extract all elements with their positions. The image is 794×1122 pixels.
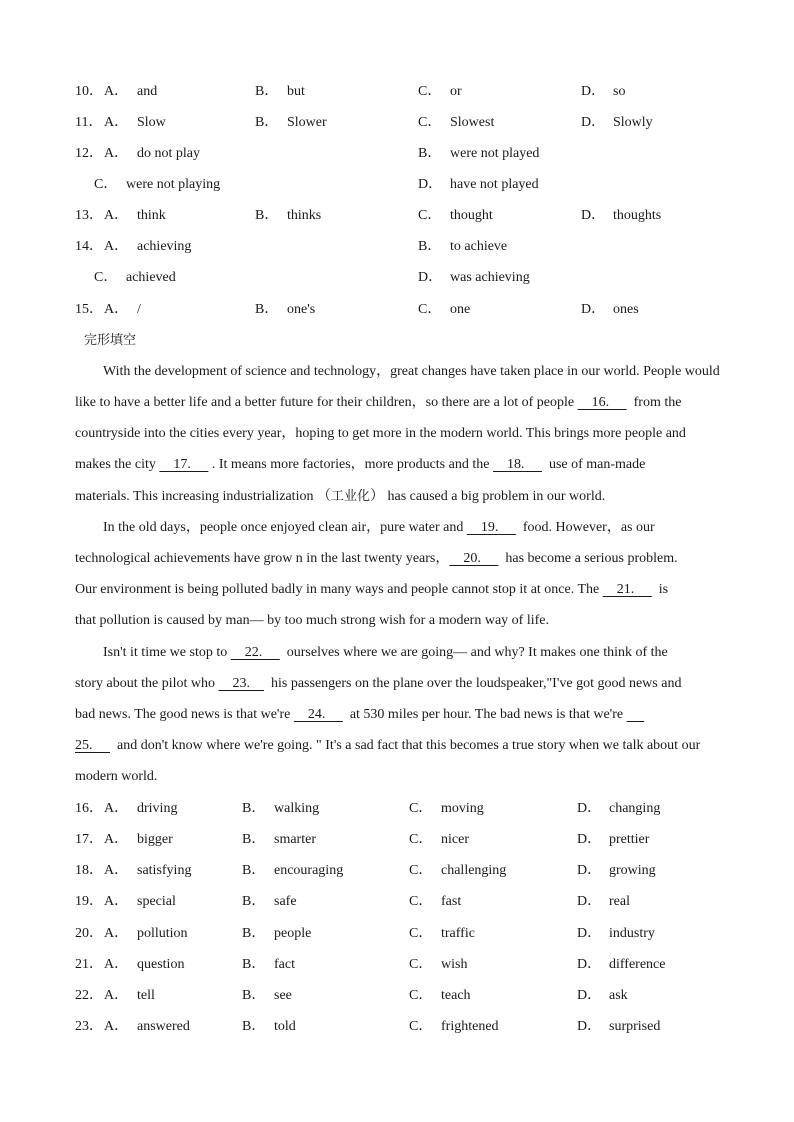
- question-number: 10．: [75, 84, 103, 99]
- option-label-c: C．: [94, 270, 118, 285]
- option-a-text: Slow: [137, 115, 166, 130]
- option-a-text: tell: [137, 988, 155, 1003]
- option-label-a: A．: [104, 146, 129, 161]
- option-c-text: thought: [450, 208, 493, 223]
- passage-text: ） has caused a big problem in our world.: [369, 489, 606, 504]
- option-c-text: moving: [441, 801, 484, 816]
- passage-text: story about the pilot who: [75, 676, 219, 691]
- option-label-d: D．: [577, 926, 602, 941]
- option-label-b: B．: [255, 84, 279, 99]
- option-d-text: prettier: [609, 832, 650, 847]
- option-c-text: were not playing: [126, 177, 221, 192]
- question-number: 14．: [75, 239, 103, 254]
- passage-text: at 530 miles per hour. The bad news is that we're: [342, 707, 627, 722]
- option-label-b: B．: [418, 239, 442, 254]
- question-row: [0, 206, 794, 226]
- option-a-text: /: [137, 302, 141, 317]
- passage-text: modern world.: [75, 769, 158, 784]
- passage-line: [0, 674, 794, 694]
- passage-text: makes the city: [75, 457, 160, 472]
- option-c-text: achieved: [126, 270, 176, 285]
- passage-text: ourselves where we are going— and why? It makes one think of the: [279, 645, 668, 660]
- option-c-text: one: [450, 302, 471, 317]
- option-label-c: C．: [409, 832, 433, 847]
- question-number: 16．: [75, 801, 103, 816]
- option-label-b: B．: [242, 957, 266, 972]
- passage-text: like to have a better life and a better future for their children，so there are a lot of people: [75, 395, 578, 410]
- option-a-text: do not play: [137, 146, 200, 161]
- option-b-text: people: [274, 926, 312, 941]
- option-c-text: challenging: [441, 863, 507, 878]
- option-c-text: wish: [441, 957, 468, 972]
- option-label-c: C．: [409, 1019, 433, 1034]
- passage-line: [0, 705, 794, 725]
- option-a-text: answered: [137, 1019, 190, 1034]
- option-label-c: C．: [409, 926, 433, 941]
- question-row: [0, 237, 794, 257]
- option-d-text: ask: [609, 988, 628, 1003]
- passage-text: has become a serious problem.: [498, 551, 678, 566]
- option-label-c: C．: [409, 801, 433, 816]
- option-d-text: thoughts: [613, 208, 662, 223]
- passage-text: technological achievements have grow n in the last twenty years，: [75, 551, 450, 566]
- question-row: [0, 82, 794, 102]
- passage-text: countryside into the cities every year，hoping to get more in the modern world. This brings more people and: [75, 426, 686, 441]
- blank-18: 18.: [492, 457, 542, 472]
- passage-line: [0, 767, 794, 787]
- option-label-b: B．: [255, 208, 279, 223]
- question-row: [0, 861, 794, 881]
- option-label-a: A．: [104, 115, 129, 130]
- passage-cjk-term: 工业化: [330, 489, 370, 504]
- option-label-d: D．: [577, 957, 602, 972]
- option-label-c: C．: [418, 115, 442, 130]
- passage-line: [0, 424, 794, 444]
- passage-text: materials. This increasing industrialization （: [75, 489, 331, 504]
- question-number: 11．: [75, 115, 103, 130]
- question-number: 23．: [75, 1019, 103, 1034]
- passage-text: bad news. The good news is that we're: [75, 707, 294, 722]
- option-label-d: D．: [577, 988, 602, 1003]
- option-label-a: A．: [104, 832, 129, 847]
- question-row: [0, 892, 794, 912]
- question-number: 18．: [75, 863, 103, 878]
- blank-16: 16.: [577, 395, 627, 410]
- option-label-a: A．: [104, 957, 129, 972]
- option-label-d: D．: [418, 270, 443, 285]
- passage-text: from the: [626, 395, 682, 410]
- passage-line: [0, 455, 794, 475]
- option-c-text: traffic: [441, 926, 475, 941]
- passage-text: use of man-made: [541, 457, 646, 472]
- option-b-text: thinks: [287, 208, 322, 223]
- option-label-a: A．: [104, 1019, 129, 1034]
- question-row: [0, 144, 794, 164]
- option-label-d: D．: [581, 84, 606, 99]
- option-d-text: so: [613, 84, 626, 99]
- option-label-a: A．: [104, 84, 129, 99]
- option-d-text: was achieving: [450, 270, 530, 285]
- question-number: 19．: [75, 894, 103, 909]
- passage-text: and don't know where we're going. " It's a sad fact that this becomes a true story when we talk about our: [110, 738, 701, 753]
- option-label-c: C．: [409, 988, 433, 1003]
- passage-text: Our environment is being polluted badly in many ways and people cannot stop it at once. The: [75, 582, 603, 597]
- option-d-text: real: [609, 894, 630, 909]
- option-c-text: fast: [441, 894, 462, 909]
- option-b-text: see: [274, 988, 292, 1003]
- option-label-b: B．: [242, 894, 266, 909]
- option-d-text: Slowly: [613, 115, 653, 130]
- option-label-b: B．: [242, 801, 266, 816]
- option-b-text: safe: [274, 894, 297, 909]
- question-row: [0, 799, 794, 819]
- option-label-a: A．: [104, 208, 129, 223]
- blank-17: 17.: [159, 457, 209, 472]
- option-d-text: growing: [609, 863, 656, 878]
- blank-25: 25.: [75, 738, 110, 753]
- question-row: [0, 924, 794, 944]
- question-row: [0, 175, 794, 195]
- option-label-c: C．: [418, 84, 442, 99]
- passage-line: [0, 518, 794, 538]
- passage-line: [0, 362, 794, 382]
- passage-text: . It means more factories，more products and the: [208, 457, 493, 472]
- passage-text: his passengers on the plane over the loudspeaker,"I've got good news and: [264, 676, 682, 691]
- question-row: [0, 830, 794, 850]
- question-row: [0, 955, 794, 975]
- option-a-text: and: [137, 84, 158, 99]
- passage-text: that pollution is caused by man— by too much strong wish for a modern way of life.: [75, 613, 549, 628]
- option-b-text: but: [287, 84, 305, 99]
- passage-line: [0, 643, 794, 663]
- question-row: [0, 113, 794, 133]
- option-label-a: A．: [104, 988, 129, 1003]
- option-label-a: A．: [104, 302, 129, 317]
- question-row: [0, 986, 794, 1006]
- option-label-b: B．: [418, 146, 442, 161]
- option-c-text: or: [450, 84, 462, 99]
- passage-line: [0, 736, 794, 756]
- section-title: 完形填空: [84, 333, 137, 348]
- question-row: [0, 1017, 794, 1037]
- question-number: 15．: [75, 302, 103, 317]
- passage-text: Isn't it time we stop to: [103, 645, 231, 660]
- section-heading: [0, 331, 794, 351]
- option-label-d: D．: [577, 894, 602, 909]
- option-label-a: A．: [104, 801, 129, 816]
- option-d-text: difference: [609, 957, 666, 972]
- option-label-b: B．: [242, 863, 266, 878]
- option-label-d: D．: [418, 177, 443, 192]
- option-b-text: Slower: [287, 115, 327, 130]
- option-d-text: ones: [613, 302, 639, 317]
- option-d-text: have not played: [450, 177, 539, 192]
- option-a-text: question: [137, 957, 185, 972]
- option-a-text: think: [137, 208, 166, 223]
- question-number: 20．: [75, 926, 103, 941]
- option-c-text: nicer: [441, 832, 469, 847]
- option-a-text: satisfying: [137, 863, 192, 878]
- option-b-text: smarter: [274, 832, 316, 847]
- passage-text: With the development of science and technology，great changes have taken place in our world. People would: [103, 364, 720, 379]
- option-label-a: A．: [104, 863, 129, 878]
- option-a-text: pollution: [137, 926, 188, 941]
- passage-line: [0, 393, 794, 413]
- option-a-text: driving: [137, 801, 178, 816]
- question-row: [0, 300, 794, 320]
- option-label-d: D．: [581, 208, 606, 223]
- option-c-text: teach: [441, 988, 471, 1003]
- question-number: 13．: [75, 208, 103, 223]
- question-number: 12．: [75, 146, 103, 161]
- question-number: 17．: [75, 832, 103, 847]
- blank-25-start: [627, 707, 645, 722]
- option-label-b: B．: [255, 115, 279, 130]
- passage-line: [0, 580, 794, 600]
- option-a-text: special: [137, 894, 176, 909]
- question-row: [0, 268, 794, 288]
- option-b-text: were not played: [450, 146, 540, 161]
- option-label-c: C．: [418, 302, 442, 317]
- option-label-d: D．: [577, 863, 602, 878]
- blank-19: 19.: [466, 520, 516, 535]
- option-b-text: one's: [287, 302, 316, 317]
- passage-text: In the old days，people once enjoyed clean air，pure water and: [103, 520, 467, 535]
- option-d-text: surprised: [609, 1019, 661, 1034]
- option-b-text: fact: [274, 957, 295, 972]
- blank-21: 21.: [602, 582, 652, 597]
- option-label-b: B．: [242, 1019, 266, 1034]
- option-label-d: D．: [577, 801, 602, 816]
- question-number: 22．: [75, 988, 103, 1003]
- option-label-a: A．: [104, 926, 129, 941]
- blank-23: 23.: [218, 676, 264, 691]
- option-label-b: B．: [242, 926, 266, 941]
- option-d-text: industry: [609, 926, 655, 941]
- option-b-text: told: [274, 1019, 296, 1034]
- option-label-b: B．: [242, 988, 266, 1003]
- option-label-a: A．: [104, 894, 129, 909]
- option-label-d: D．: [577, 1019, 602, 1034]
- option-label-c: C．: [409, 957, 433, 972]
- option-a-text: bigger: [137, 832, 173, 847]
- passage-text: is: [651, 582, 669, 597]
- option-label-d: D．: [581, 302, 606, 317]
- option-d-text: changing: [609, 801, 661, 816]
- option-c-text: frightened: [441, 1019, 499, 1034]
- blank-22: 22.: [230, 645, 280, 660]
- option-label-b: B．: [255, 302, 279, 317]
- option-label-d: D．: [581, 115, 606, 130]
- option-c-text: Slowest: [450, 115, 495, 130]
- option-b-text: walking: [274, 801, 320, 816]
- blank-24: 24.: [293, 707, 343, 722]
- option-label-c: C．: [418, 208, 442, 223]
- option-label-c: C．: [94, 177, 118, 192]
- option-label-a: A．: [104, 239, 129, 254]
- passage-line: [0, 487, 794, 507]
- passage-line: [0, 549, 794, 569]
- passage-text: food. However，as our: [515, 520, 655, 535]
- option-b-text: encouraging: [274, 863, 344, 878]
- option-label-d: D．: [577, 832, 602, 847]
- option-a-text: achieving: [137, 239, 192, 254]
- option-label-b: B．: [242, 832, 266, 847]
- passage-line: [0, 611, 794, 631]
- option-label-c: C．: [409, 894, 433, 909]
- option-label-c: C．: [409, 863, 433, 878]
- option-b-text: to achieve: [450, 239, 508, 254]
- question-number: 21．: [75, 957, 103, 972]
- blank-20: 20.: [449, 551, 499, 566]
